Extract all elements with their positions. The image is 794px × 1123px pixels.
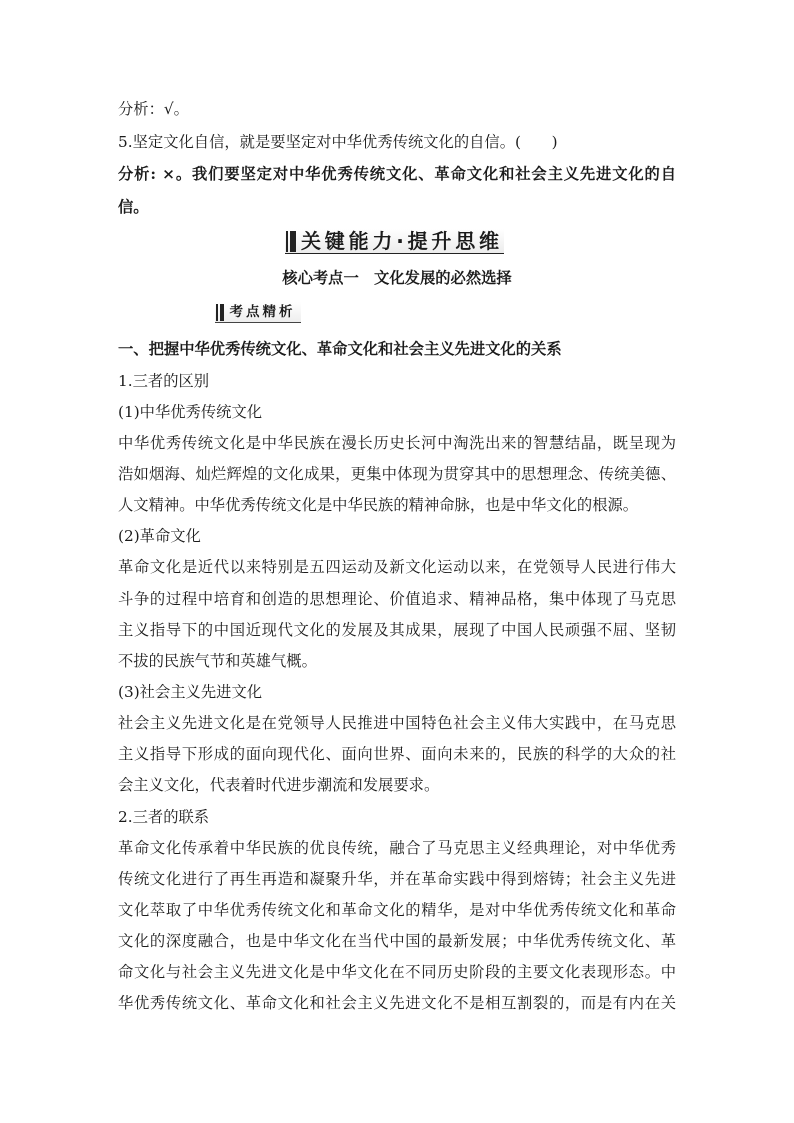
main-content — [118, 334, 676, 1019]
paragraph-line: 中华优秀传统文化是中华民族在漫长历史长河中淘洗出来的智慧结晶，既呈现为 — [118, 433, 676, 452]
analysis-tag — [215, 302, 301, 323]
subsection-heading-differences: 1.三者的区别 — [118, 371, 210, 390]
q5-analysis-line: 分析: ×。我们要坚定对中华优秀传统文化、革命文化和社会主义先进文化的自 — [118, 165, 676, 183]
item-heading-revolutionary-culture: (2)革命文化 — [118, 527, 201, 546]
item-heading-traditional-culture: (1)中华优秀传统文化 — [118, 402, 263, 421]
paragraph-line: 革命文化传承着中华民族的优良传统，融合了马克思主义经典理论，对中华优秀 — [118, 838, 676, 857]
q4-analysis: 分析：√。 — [118, 100, 189, 118]
q5-analysis-line: 信。 — [118, 197, 149, 216]
banner-accent-bar — [286, 231, 288, 252]
section-heading: 一、把握中华优秀传统文化、革命文化和社会主义先进文化的关系 — [118, 340, 562, 359]
paragraph-line: 传统文化进行了再生再造和凝聚升华，并在革命实践中得到熔铸；社会主义先进 — [118, 869, 676, 888]
paragraph-line: 文化萃取了中华优秀传统文化和革命文化的精华，是对中华优秀传统文化和革命 — [118, 900, 676, 919]
paragraph-line: 华优秀传统文化、革命文化和社会主义先进文化不是相互割裂的，而是有内在关 — [118, 994, 676, 1013]
banner-title: 关键能力·提升思维 — [301, 229, 500, 253]
paragraph-line: 社会主义先进文化是在党领导人民推进中国特色社会主义伟大实践中，在马克思 — [118, 714, 676, 733]
tag-label: 考点精析 — [229, 304, 296, 320]
q5-stem: 5.坚定文化自信，就是要坚定对中华优秀传统文化的自信。( ) — [118, 132, 558, 151]
paragraph-line: 主义指导下形成的面向现代化、面向世界、面向未来的，民族的科学的大众的社 — [118, 745, 676, 764]
previous-questions — [118, 93, 676, 223]
paragraph-line: 主义指导下的中国近现代文化的发展及其成果，展现了中国人民顽强不屈、坚韧 — [118, 620, 676, 639]
tag-accent-bar — [216, 304, 218, 321]
paragraph-line: 会主义文化，代表着时代进步潮流和发展要求。 — [118, 776, 440, 795]
paragraph-line: 斗争的过程中培育和创造的思想理论、价值追求、精神品格，集中体现了马克思 — [118, 589, 676, 608]
paragraph-line: 命文化与社会主义先进文化是中华文化在不同历史阶段的主要文化表现形态。中 — [118, 963, 676, 982]
topic-title: 核心考点一 文化发展的必然选择 — [282, 269, 512, 287]
banner-accent-bar — [290, 231, 296, 252]
section-banner — [285, 229, 504, 254]
paragraph-line: 浩如烟海、灿烂辉煌的文化成果，更集中体现为贯穿其中的思想理念、传统美德、 — [118, 464, 676, 483]
item-heading-socialist-culture: (3)社会主义先进文化 — [118, 682, 263, 701]
tag-accent-bar — [220, 304, 224, 321]
paragraph-line: 人文精神。中华优秀传统文化是中华民族的精神命脉，也是中华文化的根源。 — [118, 496, 639, 515]
paragraph-line: 不拔的民族气节和英雄气概。 — [118, 651, 317, 670]
subsection-heading-relations: 2.三者的联系 — [118, 807, 210, 826]
paragraph-line: 文化的深度融合，也是中华文化在当代中国的最新发展；中华优秀传统文化、革 — [118, 932, 676, 951]
paragraph-line: 革命文化是近代以来特别是五四运动及新文化运动以来，在党领导人民进行伟大 — [118, 558, 676, 577]
